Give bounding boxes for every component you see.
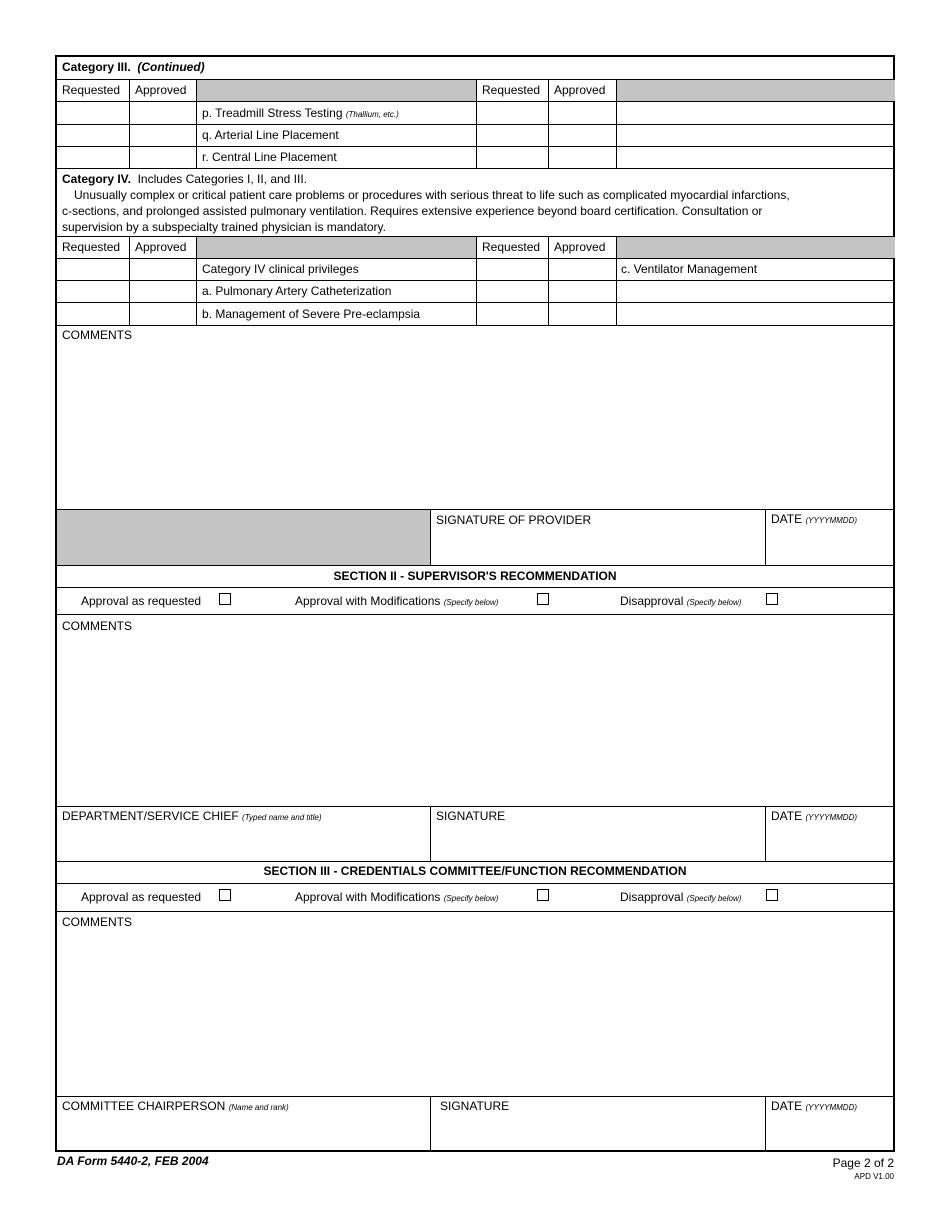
s3-signature-field[interactable] — [435, 1115, 761, 1149]
s2-approval-as-requested-label: Approval as requested — [81, 594, 202, 608]
comments-label-2: COMMENTS — [62, 619, 132, 633]
cat4-col-requested-right: Requested — [482, 240, 541, 254]
s3-date-field[interactable] — [769, 1115, 891, 1149]
cat4-col-approved-right: Approved — [554, 240, 606, 254]
s3-approval-as-requested-checkbox[interactable] — [219, 889, 231, 901]
s2-date-field[interactable] — [769, 825, 891, 859]
page-number: Page 2 of 2 — [832, 1156, 894, 1170]
s2-date-label: DATE (YYYYMMDD) — [771, 809, 858, 823]
committee-chairperson-label: COMMITTEE CHAIRPERSON (Name and rank) — [62, 1099, 289, 1113]
comments-label-3: COMMENTS — [62, 915, 132, 929]
cat3-col-requested-left: Requested — [62, 83, 121, 97]
s3-approval-with-mods-label: Approval with Modifications (Specify below) — [295, 890, 499, 904]
s2-disapproval-label: Disapproval (Specify below) — [620, 594, 742, 608]
provider-date-field[interactable] — [769, 529, 891, 563]
cat4-item-privileges: Category IV clinical privileges — [202, 262, 359, 276]
s3-approval-with-mods-checkbox[interactable] — [537, 889, 549, 901]
comments-area-2[interactable] — [62, 637, 888, 802]
s3-date-label: DATE (YYYYMMDD) — [771, 1099, 858, 1113]
privileges-form — [55, 55, 895, 1152]
s2-signature-field[interactable] — [435, 825, 761, 859]
cat3-item-r: r. Central Line Placement — [202, 150, 337, 164]
cat4-item-c: c. Ventilator Management — [621, 262, 758, 276]
cat3-col-approved-left: Approved — [135, 83, 187, 97]
signature-of-provider-label: SIGNATURE OF PROVIDER — [436, 513, 592, 527]
cat4-item-b: b. Management of Severe Pre-eclampsia — [202, 307, 421, 321]
provider-date-label: DATE (YYYYMMDD) — [771, 512, 858, 526]
s3-approval-as-requested-label: Approval as requested — [81, 890, 202, 904]
provider-signature-field[interactable] — [435, 529, 761, 563]
cat3-col-requested-right: Requested — [482, 83, 541, 97]
comments-area-3[interactable] — [62, 933, 888, 1093]
s2-signature-label: SIGNATURE — [436, 809, 506, 823]
s3-disapproval-label: Disapproval (Specify below) — [620, 890, 742, 904]
s2-disapproval-checkbox[interactable] — [766, 593, 778, 605]
department-chief-field[interactable] — [62, 825, 426, 859]
category-iv-description: Category IV. Includes Categories I, II, and III. Unusually complex or critical patient care problems or procedures with serious threat to life such as complicated myocardial infarctions, c-sections, and prolonged assisted pulmonary ventilation. Requires extensive experience beyond board certification. Consultation or supervision by a subspecialty trained physician is mandatory. — [62, 172, 790, 234]
comments-area-1[interactable] — [62, 347, 888, 507]
cat4-col-approved-left: Approved — [135, 240, 187, 254]
committee-chairperson-field[interactable] — [62, 1115, 426, 1149]
form-version: APD V1.00 — [854, 1172, 894, 1181]
cat3-item-q: q. Arterial Line Placement — [202, 128, 339, 142]
cat3-item-p: p. Treadmill Stress Testing (Thallium, etc.) — [202, 106, 399, 120]
cat4-item-a: a. Pulmonary Artery Catheterization — [202, 284, 392, 298]
department-chief-label: DEPARTMENT/SERVICE CHIEF (Typed name and title) — [62, 809, 322, 823]
comments-label-1: COMMENTS — [62, 328, 132, 342]
s2-approval-as-requested-checkbox[interactable] — [219, 593, 231, 605]
s3-signature-label: SIGNATURE — [440, 1099, 510, 1113]
s2-approval-with-mods-label: Approval with Modifications (Specify below) — [295, 594, 499, 608]
category-iii-title: Category III. (Continued) — [62, 60, 205, 74]
s2-approval-with-mods-checkbox[interactable] — [537, 593, 549, 605]
section-ii-title: SECTION II - SUPERVISOR'S RECOMMENDATION — [333, 569, 617, 583]
s3-disapproval-checkbox[interactable] — [766, 889, 778, 901]
cat4-col-requested-left: Requested — [62, 240, 121, 254]
form-identifier: DA Form 5440-2, FEB 2004 — [57, 1154, 209, 1168]
section-iii-title: SECTION III - CREDENTIALS COMMITTEE/FUNCTION RECOMMENDATION — [263, 864, 687, 878]
cat3-col-approved-right: Approved — [554, 83, 606, 97]
